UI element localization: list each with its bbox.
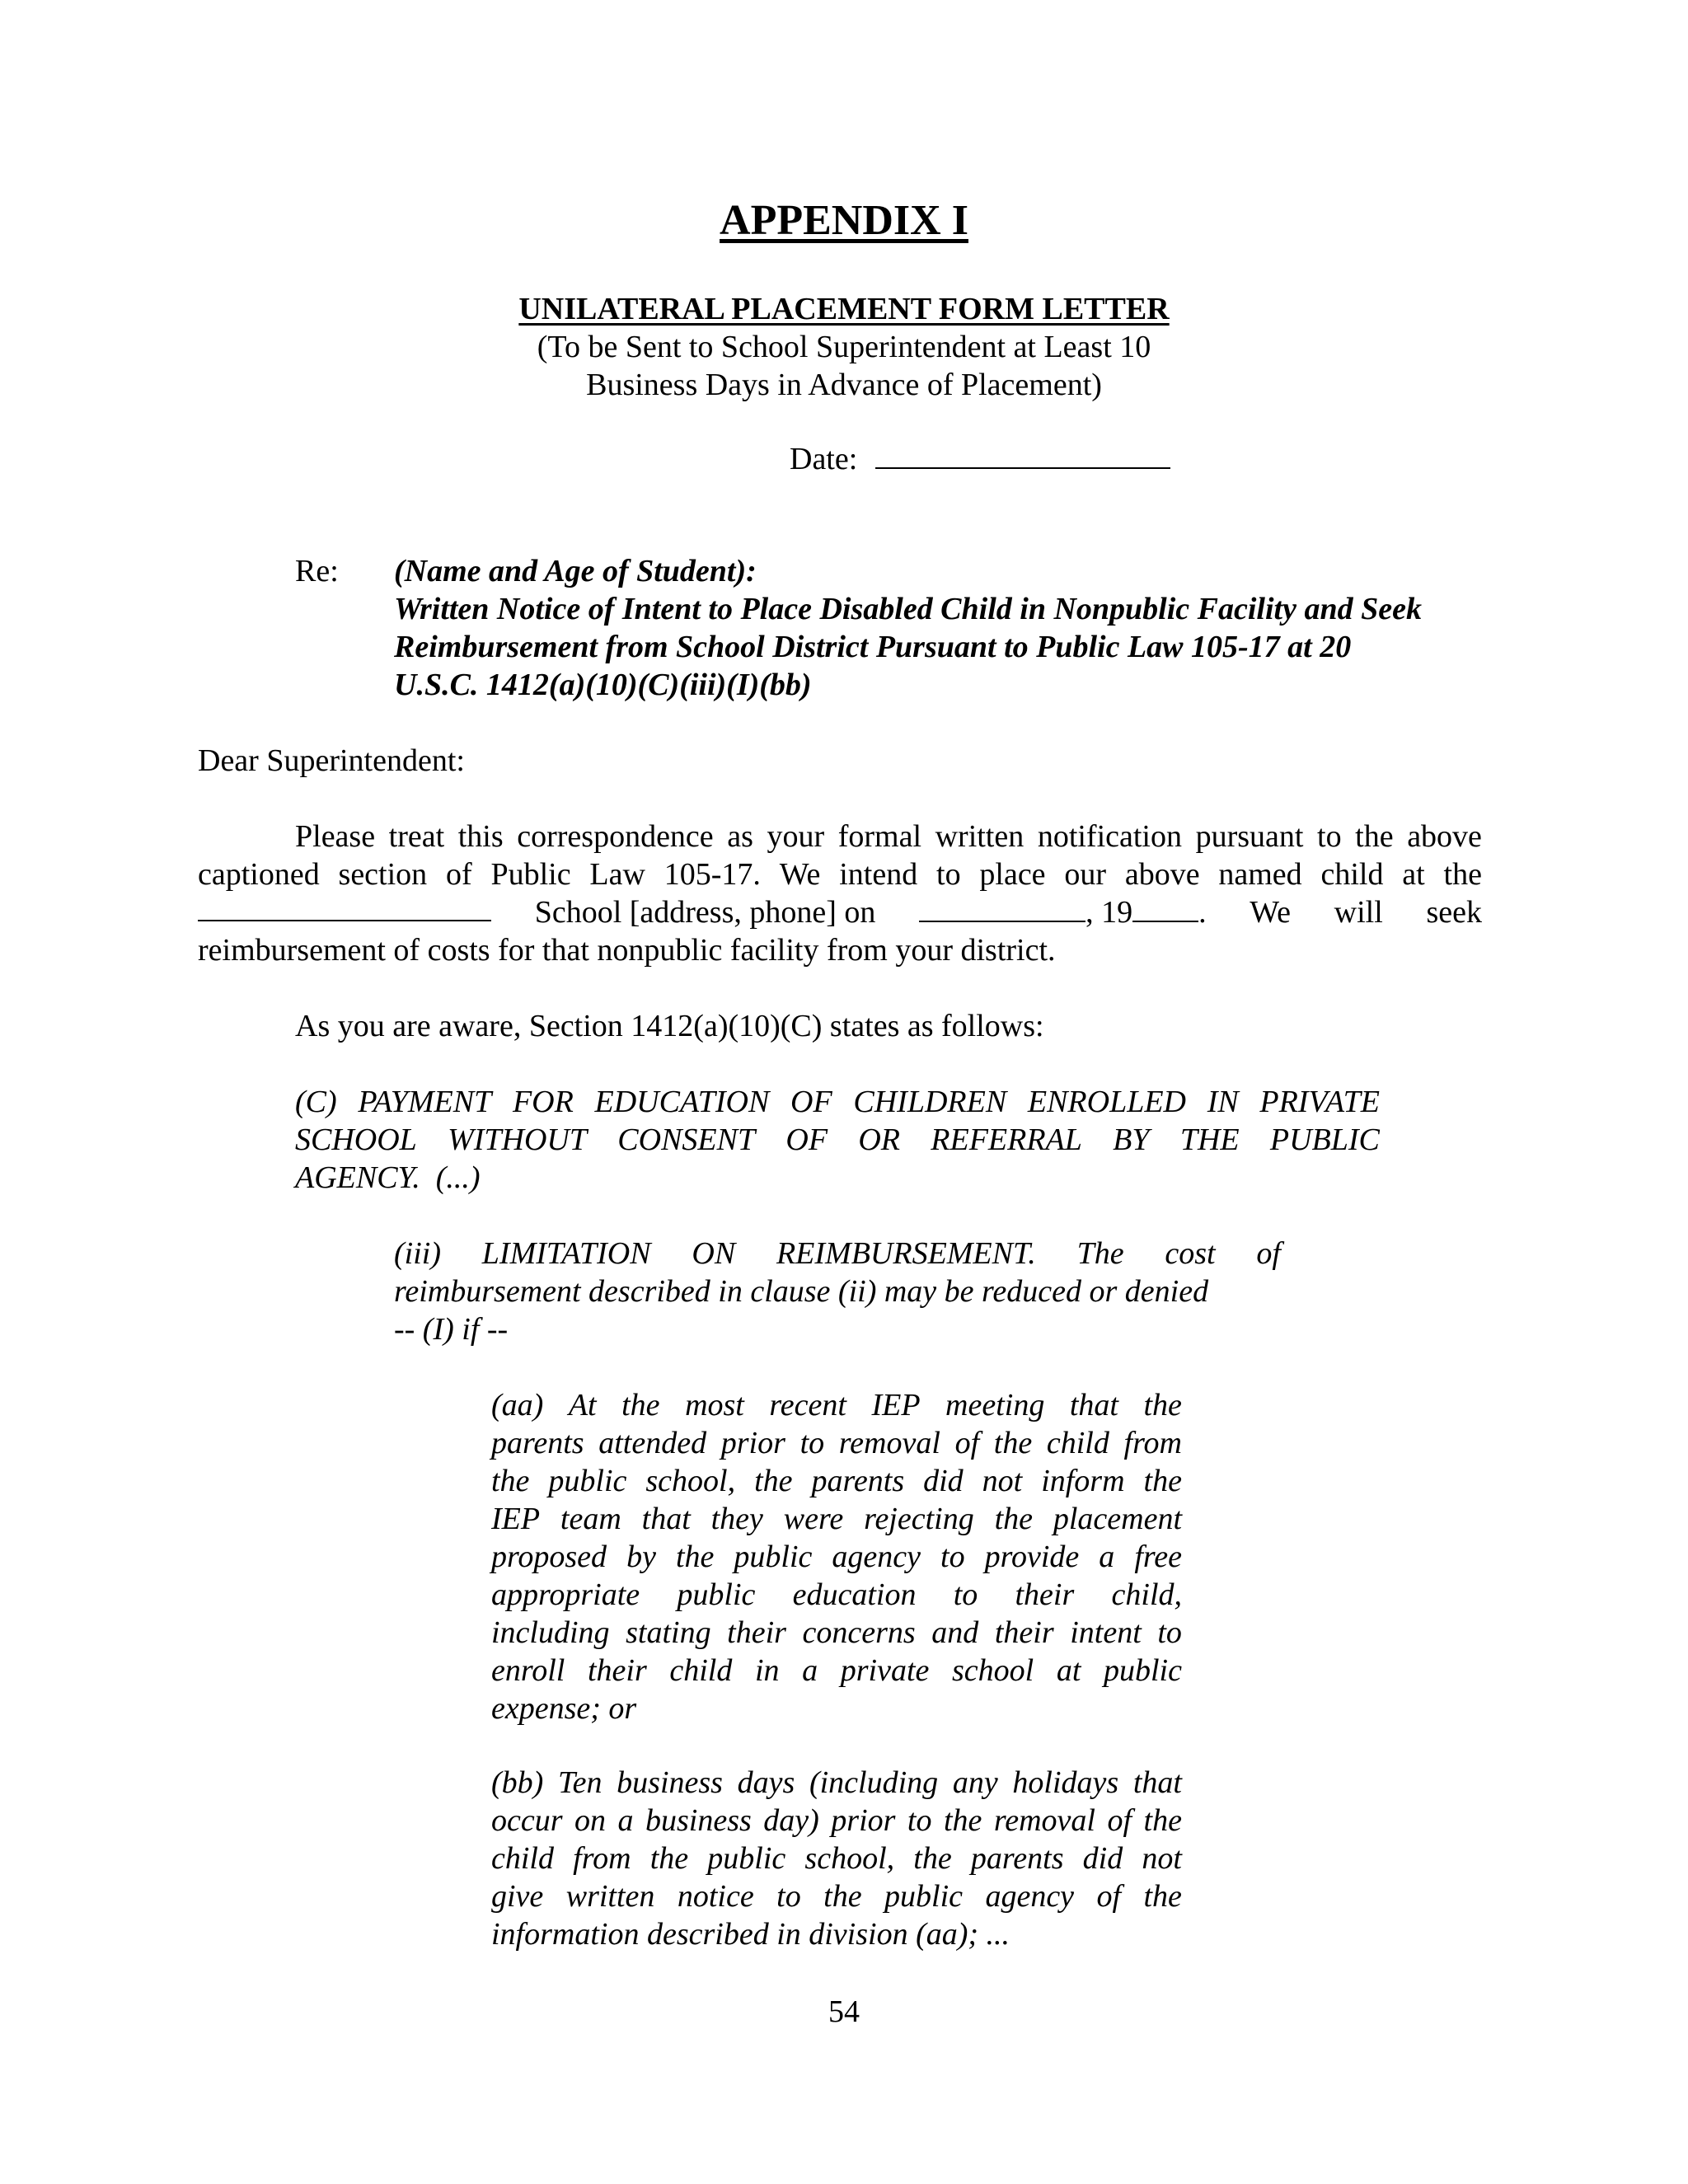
re-subject xyxy=(394,552,1482,704)
word: Public xyxy=(490,857,571,892)
word: public xyxy=(884,1879,964,1914)
word: at xyxy=(1056,1653,1081,1688)
re-line: Reimbursement from School District Pursuant to Public Law 105-17 at 20 xyxy=(394,630,1352,664)
quote-line xyxy=(491,1576,1182,1614)
body-paragraph xyxy=(198,818,1482,969)
word: a xyxy=(617,1803,634,1838)
word: day) xyxy=(763,1803,819,1838)
word: days xyxy=(737,1765,795,1800)
re-line: U.S.C. 1412(a)(10)(C)(iii)(I)(bb) xyxy=(394,668,812,702)
word: ENROLLED xyxy=(1027,1085,1186,1119)
word: child xyxy=(669,1653,733,1688)
date-label: Date: xyxy=(790,442,858,476)
word: the xyxy=(1443,857,1482,892)
word: occur xyxy=(491,1803,563,1838)
word: of xyxy=(954,1426,980,1460)
word: CONSENT xyxy=(617,1122,756,1157)
placement-date-group xyxy=(919,893,1207,931)
word: the xyxy=(943,1803,982,1838)
word: intent xyxy=(1070,1615,1142,1650)
word: to xyxy=(907,1803,932,1838)
quote-line xyxy=(491,1424,1182,1462)
word: Law xyxy=(589,857,645,892)
quote-line xyxy=(491,1840,1182,1877)
word: of xyxy=(1107,1803,1132,1838)
word: to xyxy=(776,1879,801,1914)
word: FOR xyxy=(512,1085,574,1119)
word: The xyxy=(1076,1236,1124,1271)
word: placement xyxy=(1053,1502,1182,1536)
page-number: 54 xyxy=(828,1994,860,2029)
word: intend xyxy=(839,857,918,892)
word: not xyxy=(1142,1841,1182,1876)
placement-date-blank xyxy=(919,894,1085,922)
form-title: UNILATERAL PLACEMENT FORM LETTER xyxy=(518,292,1170,326)
word: written xyxy=(565,1879,655,1914)
word: any xyxy=(952,1765,998,1800)
word: business xyxy=(645,1803,752,1838)
word: (iii) xyxy=(394,1236,441,1271)
quote-line xyxy=(491,1462,1182,1500)
word: their xyxy=(587,1653,647,1688)
word: their xyxy=(1015,1577,1075,1612)
word: PUBLIC xyxy=(1269,1122,1380,1157)
word: on xyxy=(574,1803,607,1838)
word: business xyxy=(617,1765,723,1800)
word: of xyxy=(1256,1236,1281,1271)
paragraph-line xyxy=(198,855,1482,893)
word: the xyxy=(491,1464,530,1498)
word: notification xyxy=(1037,819,1182,854)
word: agency xyxy=(985,1879,1075,1914)
word: to xyxy=(940,1540,965,1574)
word: the xyxy=(1143,1388,1182,1422)
word: OF xyxy=(785,1122,828,1157)
word: We xyxy=(1250,895,1291,930)
word: the xyxy=(1143,1464,1182,1498)
word: public xyxy=(548,1464,627,1498)
quote-line xyxy=(491,1614,1182,1652)
quote-line xyxy=(491,1802,1182,1840)
word: cost xyxy=(1165,1236,1216,1271)
form-subtitle xyxy=(0,328,1688,404)
word: (including xyxy=(809,1765,939,1800)
word: removal xyxy=(838,1426,940,1460)
word: seek xyxy=(1426,895,1482,930)
word: school, xyxy=(645,1464,736,1498)
word: public xyxy=(677,1577,756,1612)
word: EDUCATION xyxy=(594,1085,770,1119)
word: 105-17. xyxy=(663,857,761,892)
word: give xyxy=(491,1879,544,1914)
word: child xyxy=(1320,857,1384,892)
word: ON xyxy=(692,1236,736,1271)
date-blank xyxy=(875,441,1170,469)
word: free xyxy=(1134,1540,1182,1574)
word: that xyxy=(1069,1388,1118,1422)
word: meeting xyxy=(945,1388,1045,1422)
quote-line xyxy=(491,1877,1182,1915)
word: Ten xyxy=(557,1765,603,1800)
quote-line xyxy=(491,1538,1182,1576)
word: the xyxy=(1355,819,1394,854)
word: OF xyxy=(790,1085,832,1119)
word: the xyxy=(823,1879,862,1914)
word: written xyxy=(935,819,1025,854)
word: the xyxy=(1143,1879,1182,1914)
paragraph-line xyxy=(198,893,1482,931)
word: (aa) xyxy=(491,1388,544,1422)
word: IEP xyxy=(491,1502,541,1536)
word: did xyxy=(1082,1841,1123,1876)
word: (bb) xyxy=(491,1765,544,1800)
quote-line xyxy=(491,1500,1182,1538)
word: parents xyxy=(491,1426,584,1460)
word: the xyxy=(913,1841,952,1876)
word: as xyxy=(727,819,753,854)
subtitle-line-2: Business Days in Advance of Placement) xyxy=(586,368,1102,402)
word: recent xyxy=(769,1388,846,1422)
subtitle-line-1: (To be Sent to School Superintendent at Least 10 xyxy=(537,330,1151,364)
word: PAYMENT xyxy=(358,1085,492,1119)
word: public xyxy=(1103,1653,1182,1688)
word: parents xyxy=(970,1841,1064,1876)
word: BY xyxy=(1113,1122,1150,1157)
word: inform xyxy=(1041,1464,1125,1498)
school-name-blank xyxy=(198,893,491,921)
re-line: Written Notice of Intent to Place Disabled Child in Nonpublic Facility and Seek xyxy=(394,592,1422,626)
word: the xyxy=(993,1426,1033,1460)
word: most xyxy=(685,1388,744,1422)
word: including xyxy=(491,1615,610,1650)
word: child xyxy=(491,1841,554,1876)
quote-line: -- (I) if -- xyxy=(394,1312,509,1347)
word: and xyxy=(931,1615,979,1650)
quote-line xyxy=(295,1121,1380,1159)
word: prior xyxy=(831,1803,896,1838)
word: correspondence xyxy=(517,819,714,854)
quote-line: reimbursement described in clause (ii) may be reduced or denied xyxy=(394,1274,1209,1309)
year-blank xyxy=(1132,894,1198,922)
word: stating xyxy=(626,1615,711,1650)
word: in xyxy=(754,1653,780,1688)
word: REFERRAL xyxy=(931,1122,1082,1157)
word: of xyxy=(445,857,472,892)
word: this xyxy=(457,819,504,854)
word: that xyxy=(641,1502,691,1536)
word: CHILDREN xyxy=(853,1085,1007,1119)
word: parents xyxy=(811,1464,905,1498)
word: were xyxy=(783,1502,844,1536)
word: to xyxy=(953,1577,978,1612)
word: that xyxy=(1132,1765,1182,1800)
word: provide xyxy=(984,1540,1080,1574)
year-prefix: , 19 xyxy=(1085,895,1133,930)
word: school, xyxy=(804,1841,895,1876)
word: holidays xyxy=(1012,1765,1119,1800)
word: public xyxy=(734,1540,813,1574)
word: (C) xyxy=(295,1085,337,1119)
salutation: Dear Superintendent: xyxy=(198,743,465,778)
word: WITHOUT xyxy=(448,1122,587,1157)
word: formal xyxy=(837,819,922,854)
word: not xyxy=(982,1464,1023,1498)
word: removal xyxy=(993,1803,1095,1838)
word: they xyxy=(710,1502,763,1536)
sentence-period: . xyxy=(1198,895,1207,930)
word: the xyxy=(621,1388,660,1422)
word: notice xyxy=(677,1879,754,1914)
word: child, xyxy=(1111,1577,1182,1612)
word: a xyxy=(1099,1540,1115,1574)
word: by xyxy=(626,1540,656,1574)
word: to xyxy=(1317,819,1342,854)
word: At xyxy=(568,1388,597,1422)
word: to xyxy=(799,1426,825,1460)
re-line: (Name and Age of Student): xyxy=(394,554,757,588)
word: the xyxy=(649,1841,689,1876)
word: will xyxy=(1334,895,1383,930)
word: to xyxy=(936,857,961,892)
quote-line: expense; or xyxy=(491,1691,637,1726)
appendix-heading: APPENDIX I xyxy=(720,197,968,244)
quote-line: AGENCY. (...) xyxy=(295,1160,481,1195)
word: child xyxy=(1046,1426,1109,1460)
word: above xyxy=(1407,819,1482,854)
word: a xyxy=(802,1653,818,1688)
paragraph-line: reimbursement of costs for that nonpublic facility from your district. xyxy=(198,933,1056,968)
word: captioned xyxy=(198,857,320,892)
word: Please xyxy=(295,819,376,854)
quote-section-c xyxy=(295,1083,1380,1197)
word: enroll xyxy=(491,1653,565,1688)
word: private xyxy=(840,1653,930,1688)
word: our xyxy=(1064,857,1107,892)
quote-line xyxy=(491,1652,1182,1690)
quote-section-iii xyxy=(394,1235,1281,1348)
school-address-text: School [address, phone] on xyxy=(534,895,876,930)
word: attended xyxy=(598,1426,707,1460)
word: education xyxy=(792,1577,917,1612)
word: SCHOOL xyxy=(295,1122,417,1157)
word: IEP xyxy=(871,1388,921,1422)
word: at xyxy=(1402,857,1425,892)
word: from xyxy=(573,1841,631,1876)
quote-section-aa xyxy=(491,1386,1182,1727)
word: IN xyxy=(1207,1085,1239,1119)
paragraph-line xyxy=(198,818,1482,855)
quote-line xyxy=(491,1386,1182,1424)
word: PRIVATE xyxy=(1259,1085,1380,1119)
word: the xyxy=(994,1502,1033,1536)
word: We xyxy=(779,857,821,892)
word: concerns xyxy=(802,1615,916,1650)
word: from xyxy=(1123,1426,1182,1460)
word: the xyxy=(1143,1803,1182,1838)
word: their xyxy=(727,1615,786,1650)
word: did xyxy=(923,1464,964,1498)
quote-line xyxy=(295,1083,1380,1121)
quote-line xyxy=(394,1235,1281,1272)
quote-section-bb xyxy=(491,1764,1182,1953)
word: rejecting xyxy=(864,1502,974,1536)
word: the xyxy=(754,1464,793,1498)
word: the xyxy=(675,1540,715,1574)
word: proposed xyxy=(491,1540,607,1574)
word: team xyxy=(560,1502,621,1536)
word: agency xyxy=(832,1540,921,1574)
word: REIMBURSEMENT. xyxy=(776,1236,1036,1271)
word: prior xyxy=(720,1426,785,1460)
date-line xyxy=(790,440,1170,478)
word: pursuant xyxy=(1195,819,1304,854)
word: appropriate xyxy=(491,1577,640,1612)
word: treat xyxy=(388,819,445,854)
word: to xyxy=(1157,1615,1182,1650)
word: their xyxy=(994,1615,1054,1650)
word: place xyxy=(979,857,1046,892)
word: above xyxy=(1124,857,1200,892)
word: your xyxy=(767,819,825,854)
word: of xyxy=(1096,1879,1122,1914)
word: THE xyxy=(1179,1122,1240,1157)
re-label: Re: xyxy=(295,554,339,588)
word: LIMITATION xyxy=(481,1236,651,1271)
quote-line: information described in division (aa); ... xyxy=(491,1917,1010,1952)
word: named xyxy=(1218,857,1302,892)
word: OR xyxy=(858,1122,900,1157)
word: school xyxy=(951,1653,1034,1688)
quote-line xyxy=(491,1764,1182,1802)
word: section xyxy=(338,857,428,892)
word: public xyxy=(707,1841,786,1876)
section-intro: As you are aware, Section 1412(a)(10)(C) states as follows: xyxy=(295,1009,1044,1043)
